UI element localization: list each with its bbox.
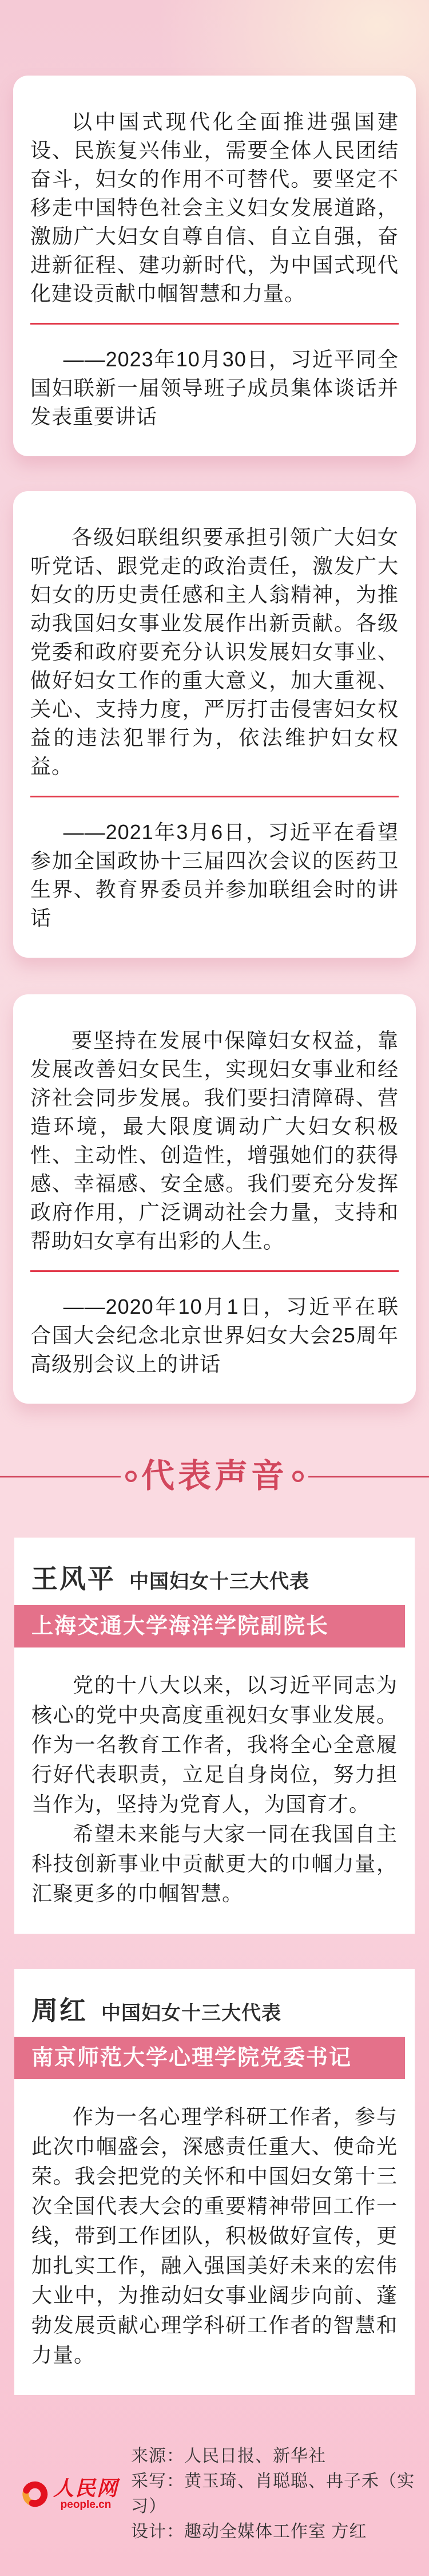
representative-header bbox=[31, 1990, 398, 2028]
people-logo-swirl-icon bbox=[20, 2479, 50, 2509]
quote-attribution: ——2020年10月1日，习近平在联合国大会纪念北京世界妇女大会25周年高级别会议上的讲话 bbox=[30, 1295, 399, 1376]
representative-position-banner: 南京师范大学心理学院党委书记 bbox=[14, 2037, 405, 2079]
quote-card-2 bbox=[13, 491, 416, 958]
people-cn-logo bbox=[20, 2478, 118, 2511]
statement-paragraph: 希望未来能与大家一同在我国自主科技创新事业中贡献更大的巾帼力量，汇聚更多的巾帼智慧。 bbox=[31, 1822, 398, 1905]
statement-paragraph: 作为一名心理学科研工作者，参与此次巾帼盛会，深感责任重大、使命光荣。我会把党的关怀和中国妇女第十三次全国代表大会的重要精神带回工作一线，带到工作团队，积极做好宣传，更加扎实工作，融入强国美好未来的宏伟大业中，为推动妇女事业阔步向前、蓬勃发展贡献心理学科研工作者的智慧和力量。 bbox=[31, 2105, 398, 2366]
representative-role: 中国妇女十三大代表 bbox=[129, 1571, 309, 1593]
representative-header bbox=[31, 1558, 398, 1596]
ring-icon bbox=[125, 1471, 137, 1482]
section-heading bbox=[0, 1458, 429, 1495]
quote-attribution: ——2021年3月6日，习近平在看望参加全国政协十三届四次会议的医药卫生界、教育界委员并参加联组会时的讲话 bbox=[30, 820, 399, 930]
representative-card-wangfengping bbox=[14, 1538, 415, 1934]
representative-card-zhouhong bbox=[14, 1969, 415, 2395]
representative-name: 王风平 bbox=[31, 1564, 116, 1594]
quote-card-3 bbox=[13, 994, 416, 1404]
quote-card-body bbox=[13, 76, 416, 456]
ring-icon bbox=[292, 1471, 304, 1482]
quote-divider-line bbox=[30, 796, 399, 797]
footer-credits bbox=[131, 2444, 429, 2545]
quote-card-1 bbox=[13, 76, 416, 456]
credit-writers: 采写：黄玉琦、肖聪聪、冉子禾（实习） bbox=[131, 2472, 415, 2516]
quote-text: 以中国式现代化全面推进强国建设、民族复兴伟业，需要全体人民团结奋斗，妇女的作用不可替代。要坚定不移走中国特色社会主义妇女发展道路，激励广大妇女自尊自信、自立自强，奋进新征程、建功新时代，为中国式现代化建设贡献巾帼智慧和力量。 bbox=[30, 110, 399, 305]
quote-card-body bbox=[13, 994, 416, 1404]
representative-statement bbox=[31, 1670, 398, 1909]
quote-text: 要坚持在发展中保障妇女权益，靠发展改善妇女民生，实现妇女事业和经济社会同步发展。我们要扫清障碍、营造环境，最大限度调动广大妇女积极性、主动性、创造性，增强她们的获得感、幸福感、安全感。我们要充分发挥政府作用，广泛调动社会力量，支持和帮助妇女享有出彩的人生。 bbox=[30, 1029, 399, 1253]
heading-line-right bbox=[308, 1476, 429, 1477]
credit-design: 设计：趣动全媒体工作室 方红 bbox=[131, 2522, 367, 2541]
quote-attribution: ——2023年10月30日，习近平同全国妇联新一届领导班子成员集体谈话并发表重要讲话 bbox=[30, 347, 399, 428]
representative-statement bbox=[31, 2102, 398, 2370]
quote-card-body bbox=[13, 491, 416, 958]
quote-divider-line bbox=[30, 323, 399, 325]
statement-paragraph: 党的十八大以来，以习近平同志为核心的党中央高度重视妇女事业发展。作为一名教育工作者，我将全心全意履行好代表职责，立足自身岗位，努力担当作为，坚持为党育人，为国育才。 bbox=[31, 1673, 398, 1816]
logo-title: 人民网 bbox=[53, 2476, 119, 2500]
credit-source: 来源：人民日报、新华社 bbox=[131, 2447, 327, 2466]
representative-position-banner: 上海交通大学海洋学院副院长 bbox=[14, 1605, 405, 1647]
logo-text-column bbox=[53, 2478, 118, 2511]
section-title: 代表声音 bbox=[141, 1457, 288, 1495]
logo-domain: people.cn bbox=[60, 2499, 112, 2511]
quote-text: 各级妇联组织要承担引领广大妇女听党话、跟党走的政治责任，激发广大妇女的历史责任感和主人翁精神，为推动我国妇女事业发展作出新贡献。各级党委和政府要充分认识发展妇女事业、做好妇女工作的重大意义，加大重视、关心、支持力度，严厉打击侵害妇女权益的违法犯罪行为，依法维护妇女权益。 bbox=[30, 526, 399, 778]
representative-name: 周红 bbox=[31, 1996, 88, 2025]
quote-divider-line bbox=[30, 1270, 399, 1272]
representative-role: 中国妇女十三大代表 bbox=[101, 2002, 281, 2024]
heading-line-left bbox=[0, 1476, 121, 1477]
footer bbox=[0, 2444, 429, 2545]
